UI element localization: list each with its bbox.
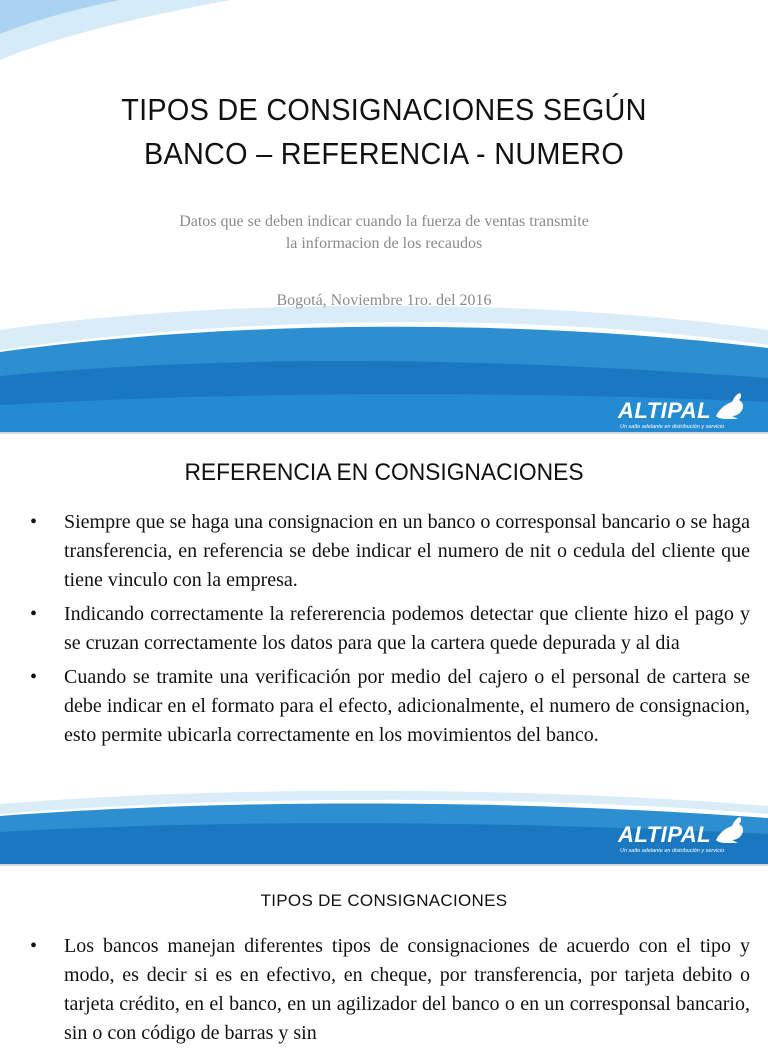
bullet-text: Indicando correctamente la refererencia podemos detectar que cliente hizo el pago y se cruzan correctamente los datos para que la cartera quede depurada y al dia (64, 603, 750, 654)
list-item (30, 600, 750, 658)
slide-heading: TIPOS DE CONSIGNACIONES (260, 891, 508, 910)
title-line-1: TIPOS DE CONSIGNACIONES SEGÚN (121, 92, 647, 127)
slide-title-heading (64, 88, 704, 176)
bullet-dot: • (30, 511, 38, 533)
logo-text: ALTIPAL (618, 398, 712, 423)
bullet-text: Cuando se tramite una verificación por medio del cajero o el personal de cartera se debe indicar en el formato para el efecto, adicionalmente, el numero de consignacion, esto permite ubicarla correctamente en los movimientos del banco. (64, 666, 750, 746)
bullet-dot: • (30, 603, 38, 625)
bullet-list (30, 932, 750, 1053)
list-item (30, 508, 750, 595)
list-item (30, 663, 750, 750)
slide-tipos (0, 866, 768, 1044)
slide-subtitle (60, 211, 708, 255)
subtitle-line-2: la informacion de los recaudos (285, 235, 483, 252)
slide-referencia (0, 434, 768, 864)
bullet-list (30, 508, 750, 755)
kangaroo-icon (712, 814, 746, 844)
logo-text: ALTIPAL (618, 822, 712, 847)
altipal-logo (618, 820, 746, 864)
slide-heading: REFERENCIA EN CONSIGNACIONES (184, 459, 584, 486)
logo-tagline: Un salto adelante en distribución y servicio (620, 424, 725, 430)
bullet-text: Los bancos manejan diferentes tipos de consignaciones de acuerdo con el tipo y modo, es decir si es en efectivo, en cheque, por transferencia, por tarjeta debito o tarjeta crédito, en el banco, en un agilizador del banco o en un corresponsal bancario, sin o con código de barras y sin (64, 935, 750, 1044)
bullet-dot: • (30, 666, 38, 688)
kangaroo-icon (712, 390, 746, 420)
title-line-2: BANCO – REFERENCIA - NUMERO (143, 136, 625, 171)
bullet-text: Siempre que se haga una consignacion en un banco o corresponsal bancario o se haga transferencia, en referencia se debe indicar el numero de nit o cedula del cliente que tiene vinculo con la empresa. (64, 511, 750, 591)
bullet-dot: • (30, 935, 38, 957)
logo-tagline: Un salto adelante en distribución y servicio (620, 848, 725, 854)
list-item (30, 932, 750, 1048)
slide-title (0, 0, 768, 432)
subtitle-line-1: Datos que se deben indicar cuando la fuerza de ventas transmite (179, 213, 589, 230)
presentation-date: Bogotá, Noviembre 1ro. del 2016 (276, 292, 492, 309)
